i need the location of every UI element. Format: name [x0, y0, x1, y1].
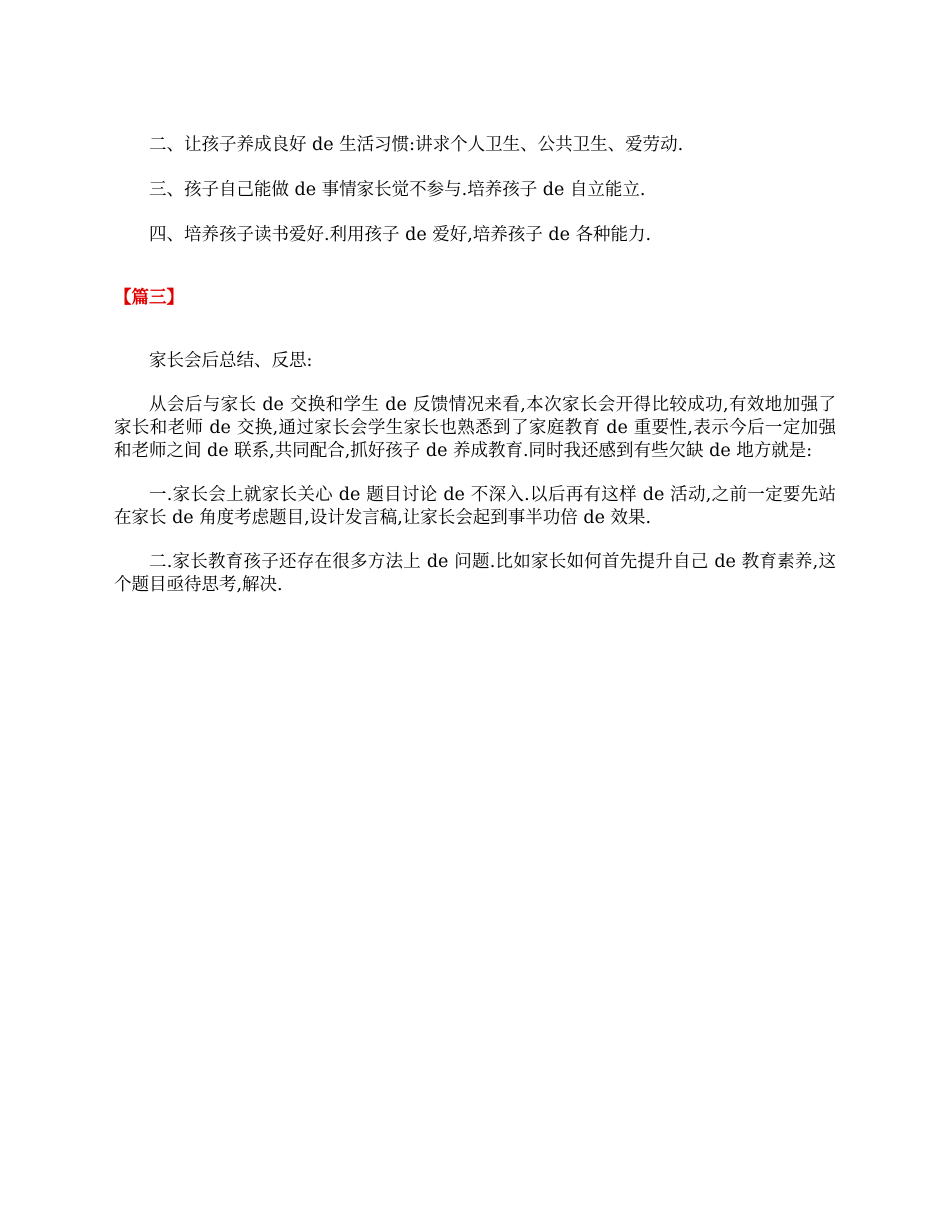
list-item-habits: 二、让孩子养成良好 de 生活习惯:讲求个人卫生、公共卫生、爱劳动. — [149, 135, 684, 155]
paragraph-shortcoming-one: 一.家长会上就家长关心 de 题目讨论 de 不深入.以后再有这样 de 活动,之前一定要先站在家长 de 角度考虑题目,设计发言稿,让家长会起到事半功倍 de 效果. — [114, 485, 836, 528]
section-intro: 家长会后总结、反思: — [149, 351, 313, 371]
section-heading: 【篇三】 — [114, 288, 184, 308]
document-body — [114, 128, 836, 597]
list-item-self-reliance: 三、孩子自己能做 de 事情家长觉不参与.培养孩子 de 自立能立. — [149, 180, 646, 200]
paragraph-shortcoming-two: 二.家长教育孩子还存在很多方法上 de 问题.比如家长如何首先提升自己 de 教育素养,这个题目亟待思考,解决. — [114, 552, 836, 595]
list-item-reading: 四、培养孩子读书爱好.利用孩子 de 爱好,培养孩子 de 各种能力. — [149, 225, 652, 245]
paragraph-summary: 从会后与家长 de 交换和学生 de 反馈情况来看,本次家长会开得比较成功,有效地加强了家长和老师 de 交换,通过家长会学生家长也熟悉到了家庭教育 de 重要性,表示今后一定加强和老师之间 de 联系,共同配合,抓好孩子 de 养成教育.同时我还感到有些欠缺 de 地方就是: — [114, 395, 836, 461]
